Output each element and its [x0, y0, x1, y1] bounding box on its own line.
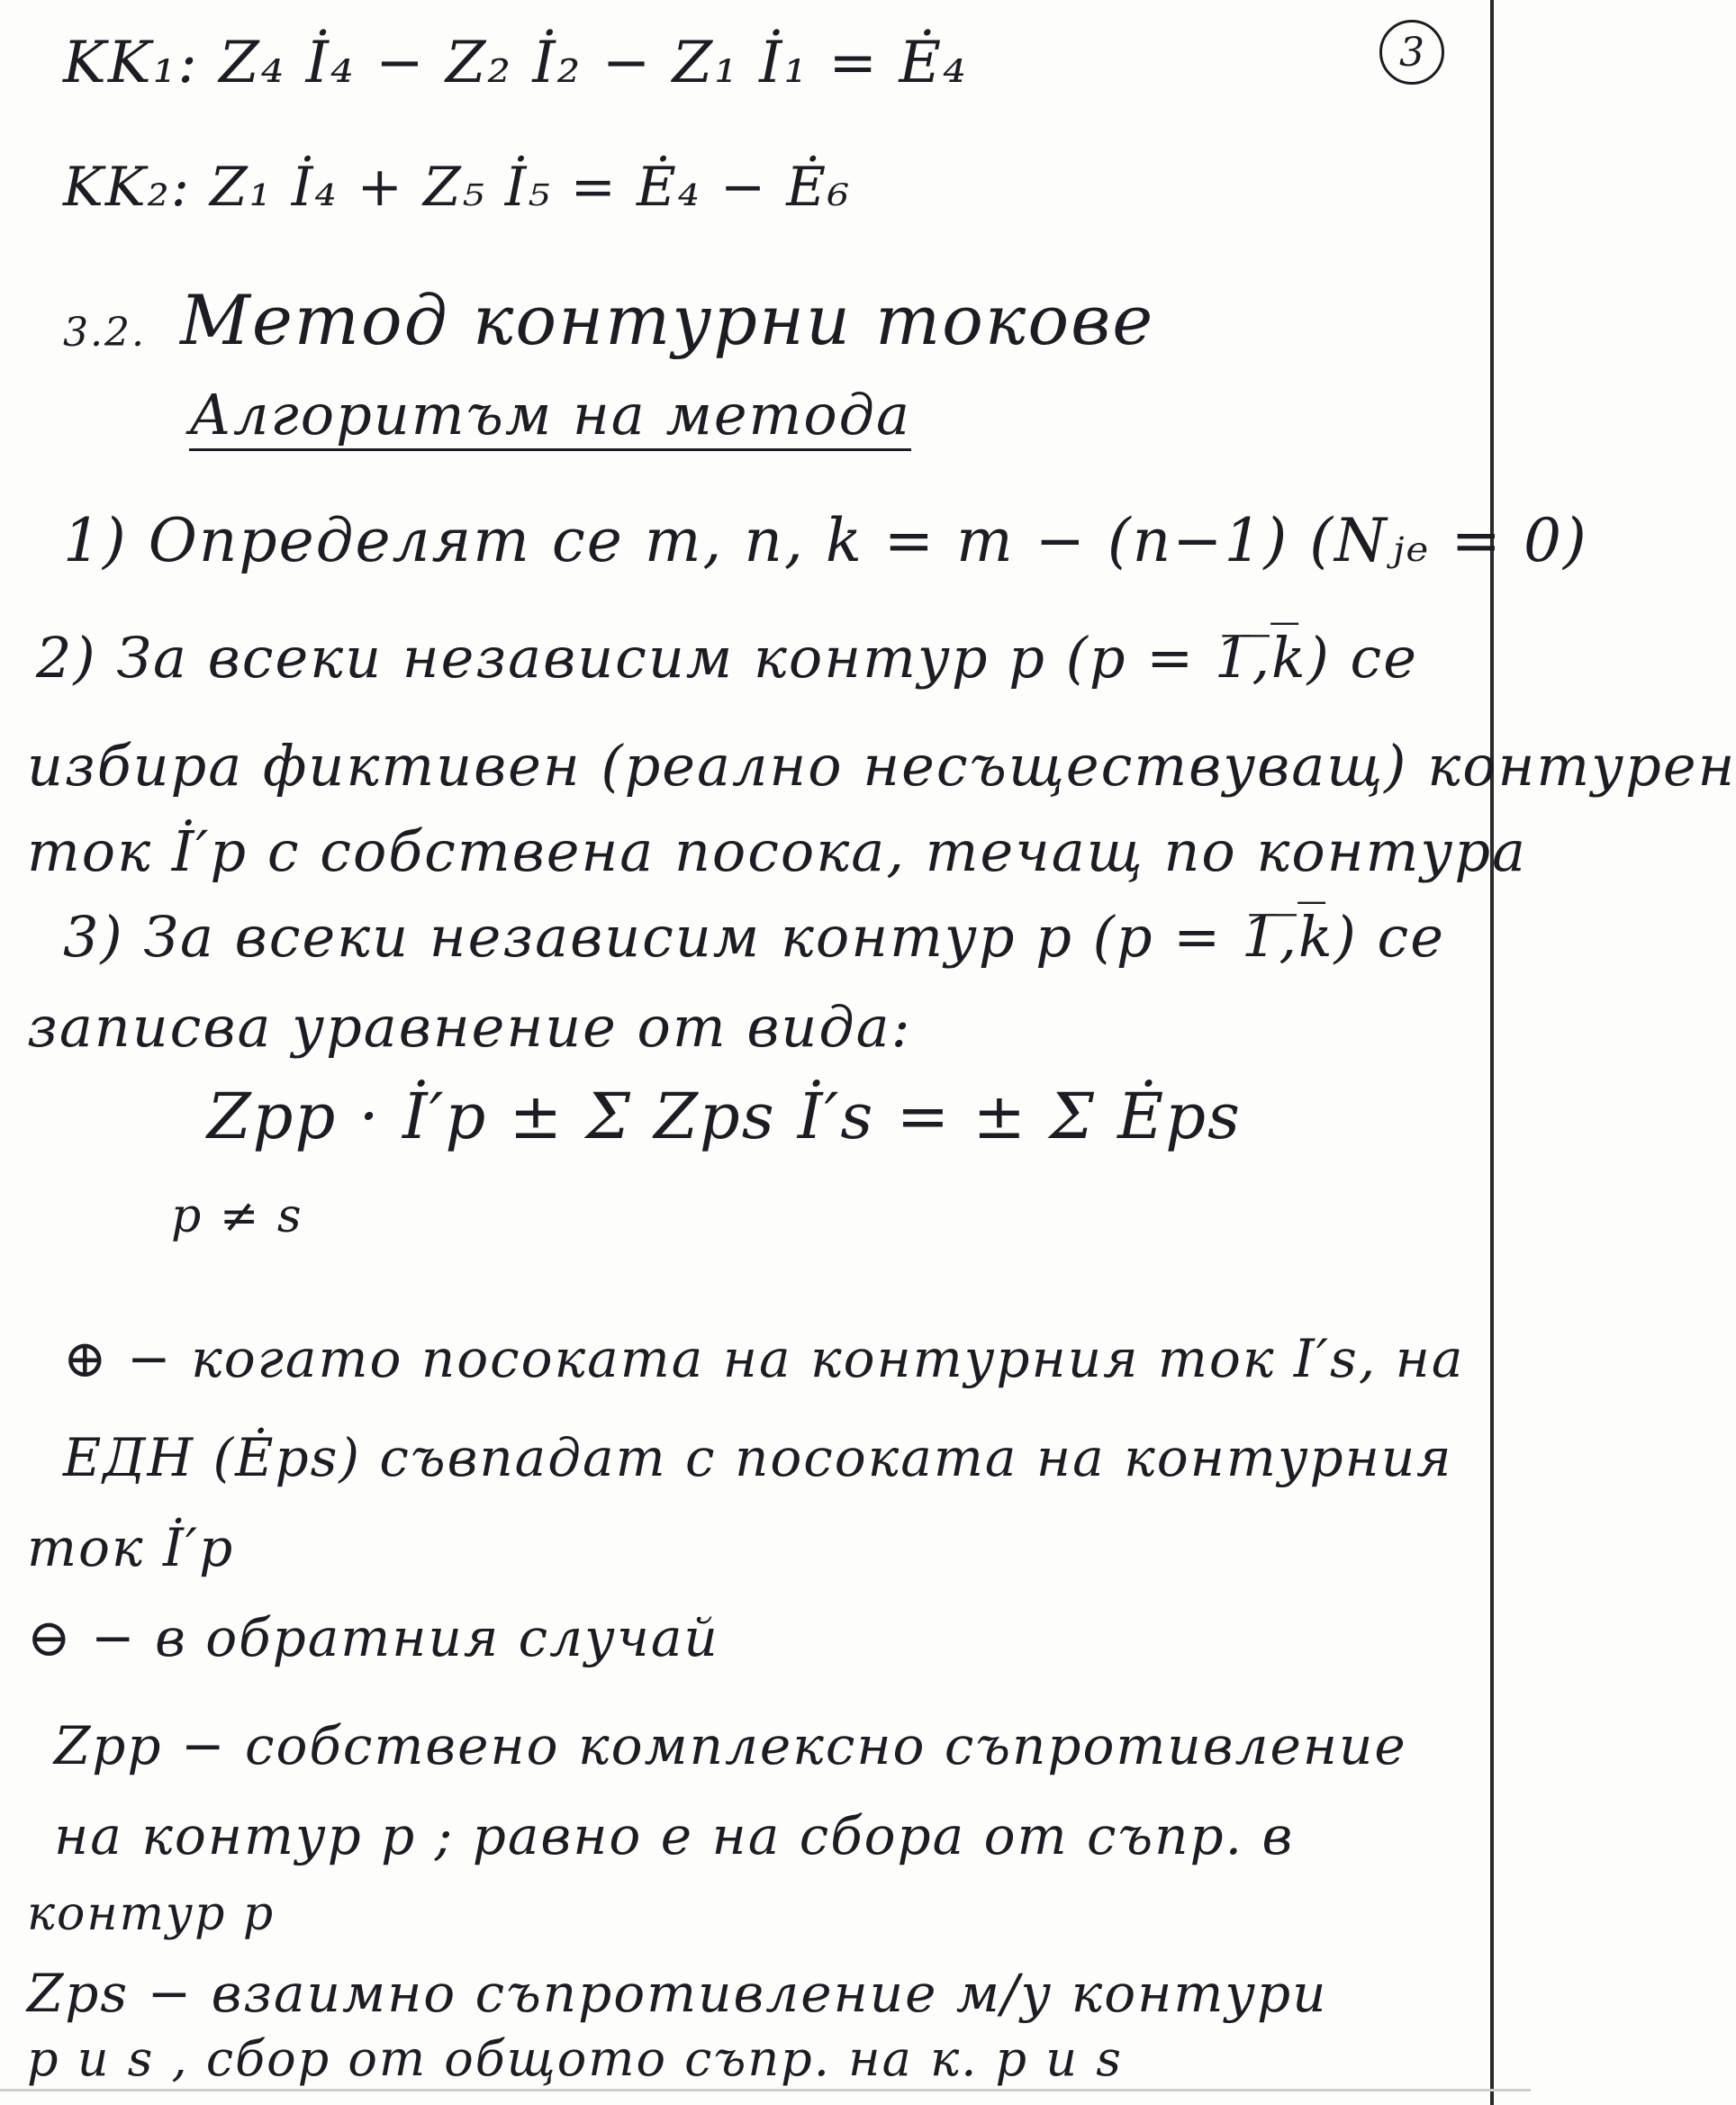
page-number-circle [1379, 20, 1444, 85]
right-margin-line [1490, 0, 1494, 2105]
step-2-line-2: избира фиктивен (реално несъществуващ) контурен [27, 733, 1736, 799]
equation-kk1: KK₁: Z₄ İ₄ − Z₂ İ₂ − Z₁ İ₁ = Ė₄ [63, 30, 968, 96]
step-2-line-3: ток İ′p с собствена посока, течащ по контура [27, 818, 1528, 884]
bottom-edge-line [0, 2089, 1531, 2091]
step-2-line-1: 2) За всеки независим контур p (p = 1̅,̅k̅) се [36, 625, 1418, 691]
zps-definition-line-1: Zps − взаимно съпротивление м/у контури [27, 1963, 1328, 2024]
section-number: 3.2. [63, 310, 146, 356]
minus-rule: ⊖ − в обратния случай [27, 1607, 719, 1668]
method-formula: Zpp · İ′p ± Σ Zps İ′s = ± Σ Ėps [207, 1080, 1242, 1153]
formula-condition: p ≠ s [171, 1189, 303, 1243]
plus-rule-line-2: ЕДН (Ėps) съвпадат с посоката на контурния [63, 1427, 1453, 1488]
section-subtitle: Алгоритъм на метода [189, 387, 911, 451]
zpp-definition-line-2: на контур p ; равно е на сбора от съпр. в [54, 1805, 1295, 1866]
zpp-definition-line-1: Zpp − собствено комплексно съпротивление [54, 1715, 1407, 1776]
step-3-line-2: записва уравнение от вида: [27, 994, 912, 1060]
equation-kk2: KK₂: Z₁ İ₄ + Z₅ İ₅ = Ė₄ − Ė₆ [63, 156, 852, 219]
page-number: 3 [1399, 29, 1424, 76]
zps-definition-line-2: p и s , сбор от общото съпр. на к. p и s [27, 2030, 1123, 2087]
plus-rule-line-1: ⊕ − когато посоката на контурния ток I′s, на [63, 1328, 1465, 1389]
section-title: Метод контурни токове [180, 280, 1155, 360]
plus-rule-line-3: ток İ′p [27, 1517, 235, 1578]
zpp-definition-line-3: контур p [27, 1887, 276, 1941]
step-3-line-1: 3) За всеки независим контур p (p = 1̅,̅k̅) се [63, 904, 1445, 970]
step-1: 1) Определят се m, n, k = m − (n−1) (Nⱼₑ = 0) [63, 506, 1588, 575]
